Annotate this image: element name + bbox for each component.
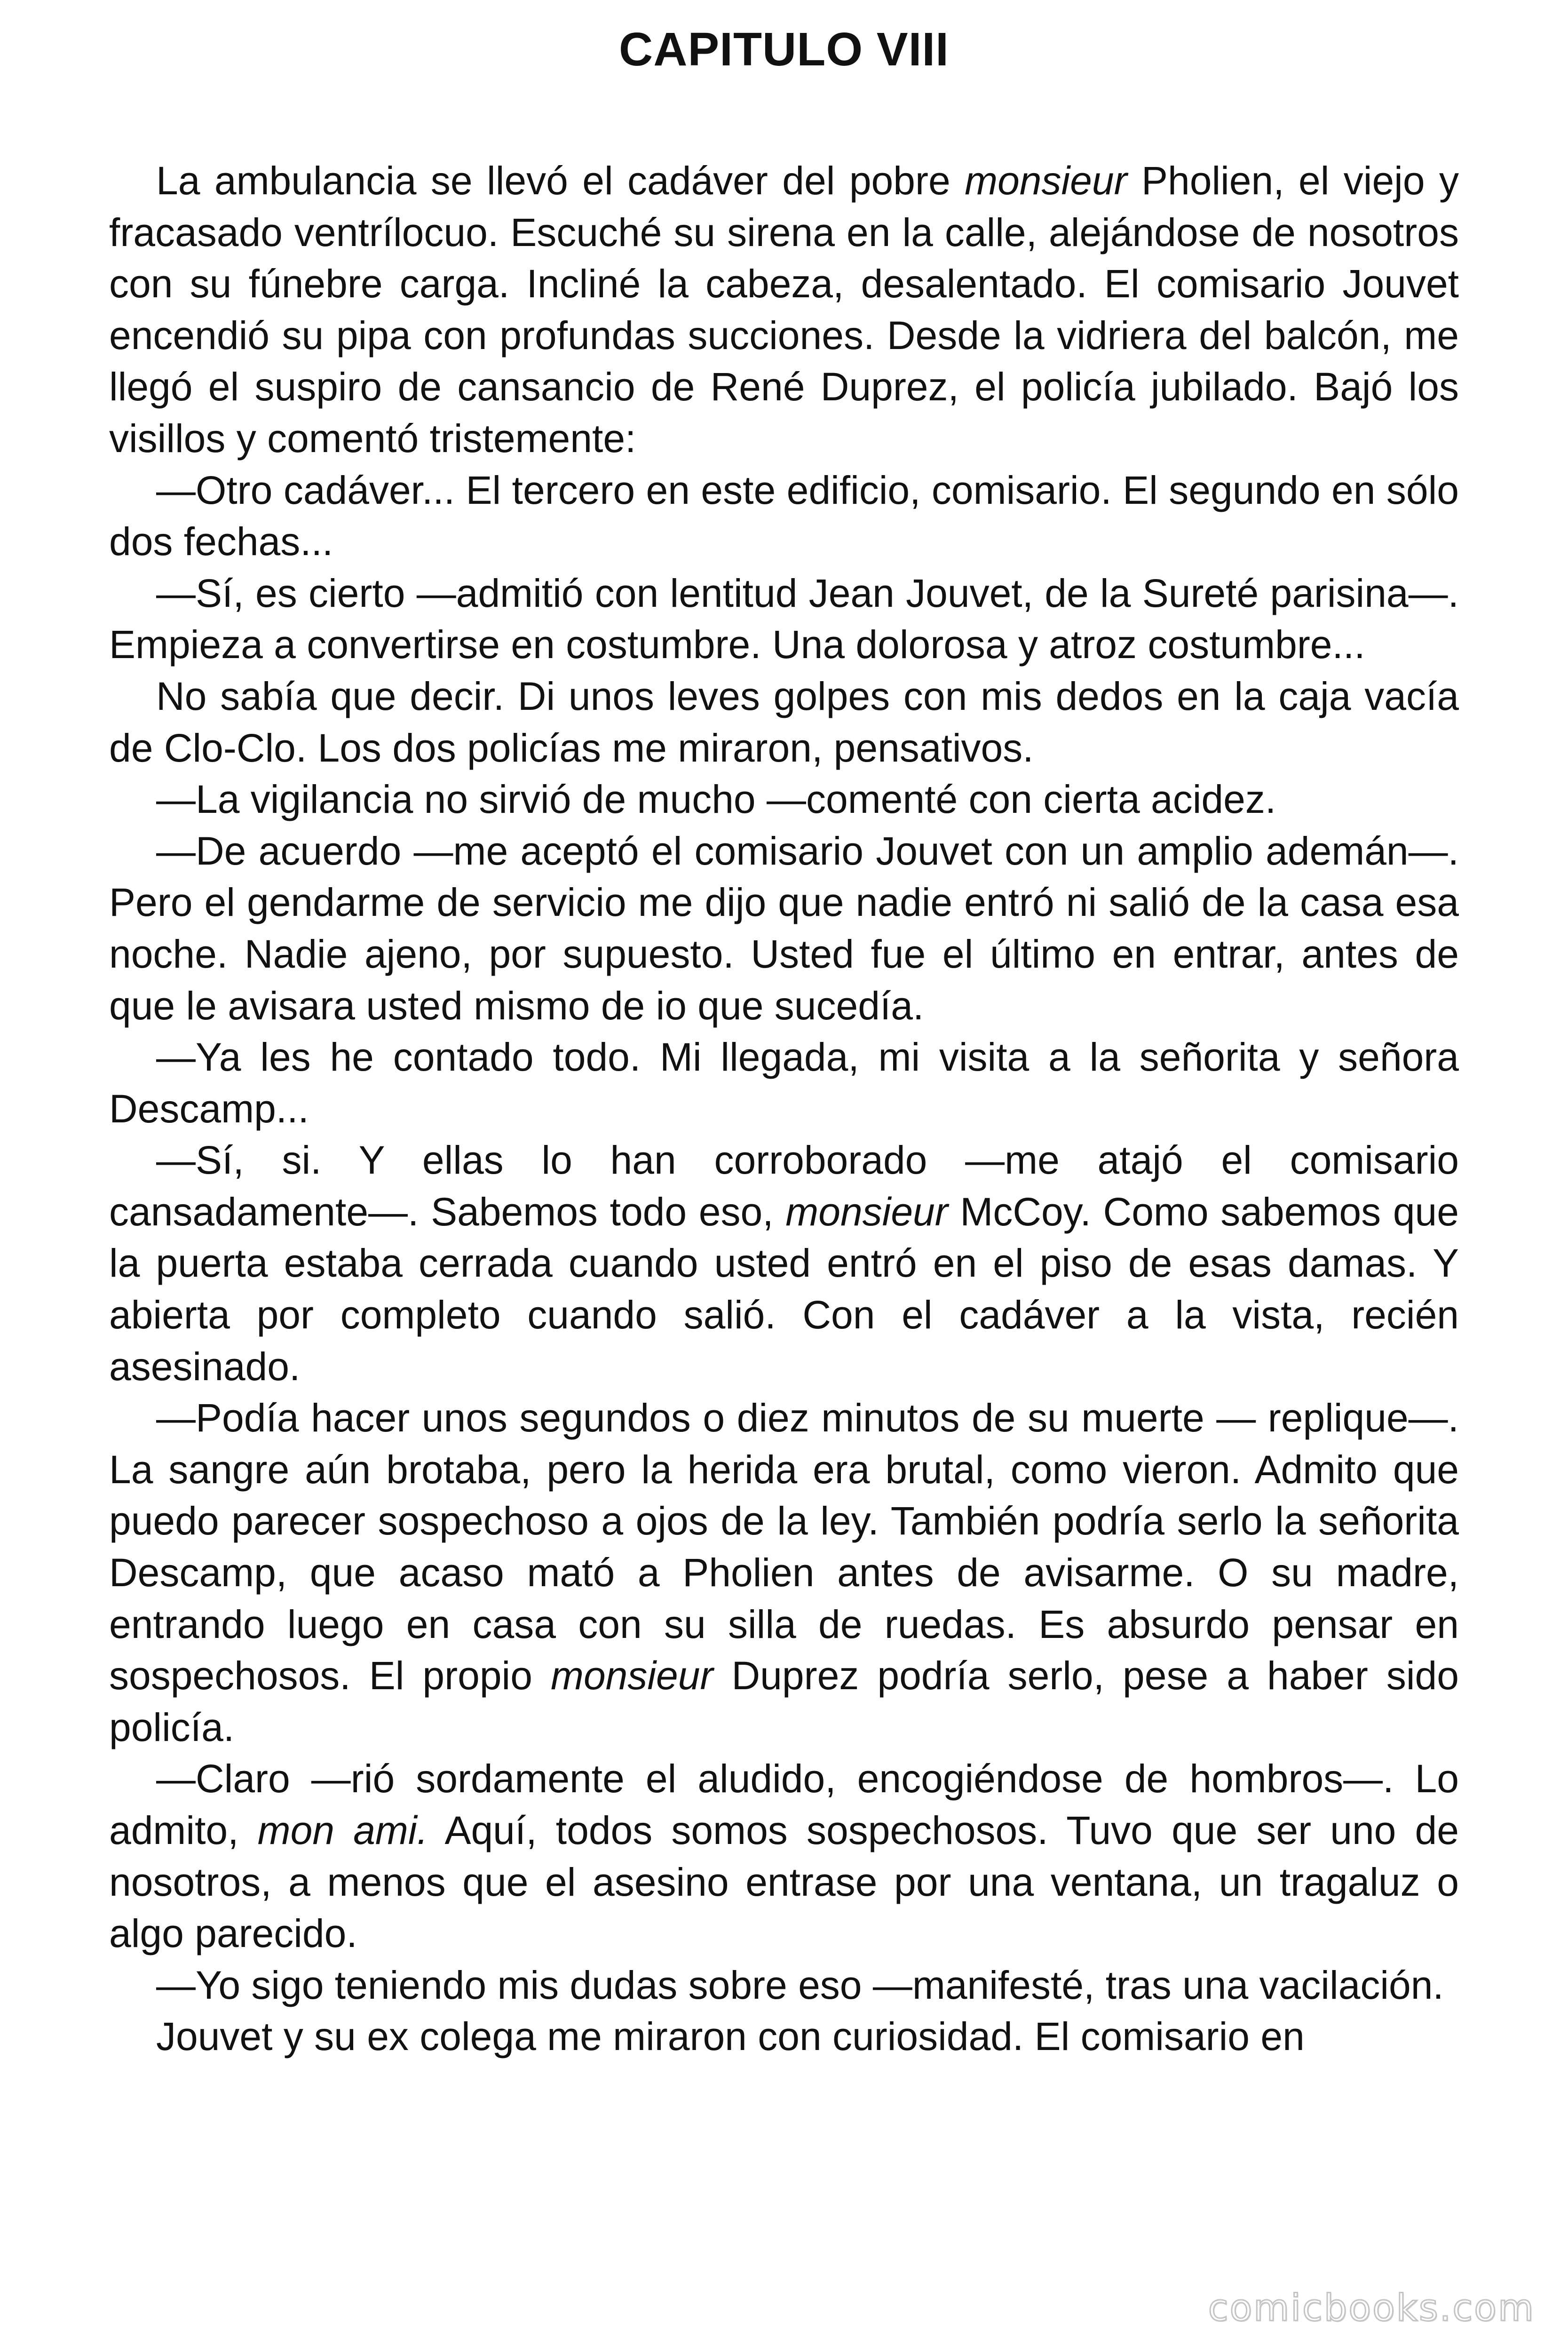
text-run: —Otro cadáver... El tercero en este edificio, comisario. El segundo en sólo dos fechas... (109, 468, 1459, 564)
watermark: comicbooks.com (1208, 2287, 1535, 2329)
text-run: —Ya les he contado todo. Mi llegada, mi visita a la señorita y señora Descamp... (109, 1035, 1459, 1131)
text-run: —Claro —rió sordamente el aludido, encogiéndose de hombros—. Lo admito, (109, 1756, 1459, 1852)
paragraph (109, 2011, 1459, 2063)
text-run: —La vigilancia no sirvió de mucho —comenté con cierta acidez. (156, 777, 1276, 822)
paragraph (109, 1960, 1459, 2011)
chapter-title: CAPITULO VIII (619, 23, 949, 76)
text-run: La ambulancia se llevó el cadáver del pobre (156, 159, 965, 203)
italic-text: monsieur (550, 1653, 713, 1698)
paragraph (109, 1135, 1459, 1392)
text-run: McCoy. Como sabemos que la puerta estaba cerrada cuando usted entró en el piso de esas damas. Y abierta por completo cuando salió. Con el cadáver a la vista, recién asesinado. (109, 1189, 1459, 1389)
italic-text: mon ami. (257, 1808, 428, 1852)
italic-text: monsieur (965, 159, 1127, 203)
text-run: Duprez podría serlo, pese a haber sido policía. (109, 1653, 1459, 1749)
paragraph (109, 826, 1459, 1032)
paragraph (109, 1753, 1459, 1959)
text-run: —Podía hacer unos segundos o diez minutos de su muerte — replique—. La sangre aún brotaba, pero la herida era brutal, como vieron. Admito que puedo parecer sospechoso a ojos de la ley. También podría serlo la señorita Descamp, que acaso mató a Pholien antes de avisarme. O su madre, entrando luego en casa con su silla de ruedas. Es absurdo pensar en sospechosos. El propio (109, 1396, 1459, 1698)
text-run: No sabía que decir. Di unos leves golpes con mis dedos en la caja vacía de Clo-Clo. Los dos policías me miraron, pensativos. (109, 674, 1459, 770)
text-run: —De acuerdo —me aceptó el comisario Jouvet con un amplio ademán—. Pero el gendarme de servicio me dijo que nadie entró ni salió de la casa esa noche. Nadie ajeno, por supuesto. Usted fue el último en entrar, antes de que le avisara usted mismo de io que sucedía. (109, 828, 1459, 1028)
paragraph (109, 1392, 1459, 1753)
text-run: —Sí, si. Y ellas lo han corroborado —me atajó el comisario cansadamente—. Sabemos todo eso, (109, 1138, 1459, 1234)
paragraph (109, 568, 1459, 671)
text-run: Jouvet y su ex colega me miraron con curiosidad. El comisario en (156, 2014, 1305, 2059)
text-run: —Yo sigo teniendo mis dudas sobre eso —manifesté, tras una vacilación. (156, 1963, 1444, 2007)
chapter-body (109, 155, 1459, 2063)
text-run: —Sí, es cierto —admitió con lentitud Jean Jouvet, de la Sureté parisina—. Empieza a convertirse en costumbre. Una dolorosa y atroz costumbre... (109, 571, 1459, 667)
paragraph (109, 671, 1459, 774)
paragraph (109, 465, 1459, 568)
paragraph (109, 774, 1459, 826)
paragraph (109, 1032, 1459, 1135)
text-run: Pholien, el viejo y fracasado ventrílocuo. Escuché su sirena en la calle, alejándose de nosotros con su fúnebre carga. Incliné la cabeza, desalentado. El comisario Jouvet encendió su pipa con profundas succiones. Desde la vidriera del balcón, me llegó el suspiro de cansancio de René Duprez, el policía jubilado. Bajó los visillos y comentó tristemente: (109, 159, 1459, 461)
text-run: Aquí, todos somos sospechosos. Tuvo que ser uno de nosotros, a menos que el asesino entrase por una ventana, un tragaluz o algo parecido. (109, 1808, 1459, 1956)
paragraph (109, 155, 1459, 465)
italic-text: monsieur (785, 1189, 948, 1234)
